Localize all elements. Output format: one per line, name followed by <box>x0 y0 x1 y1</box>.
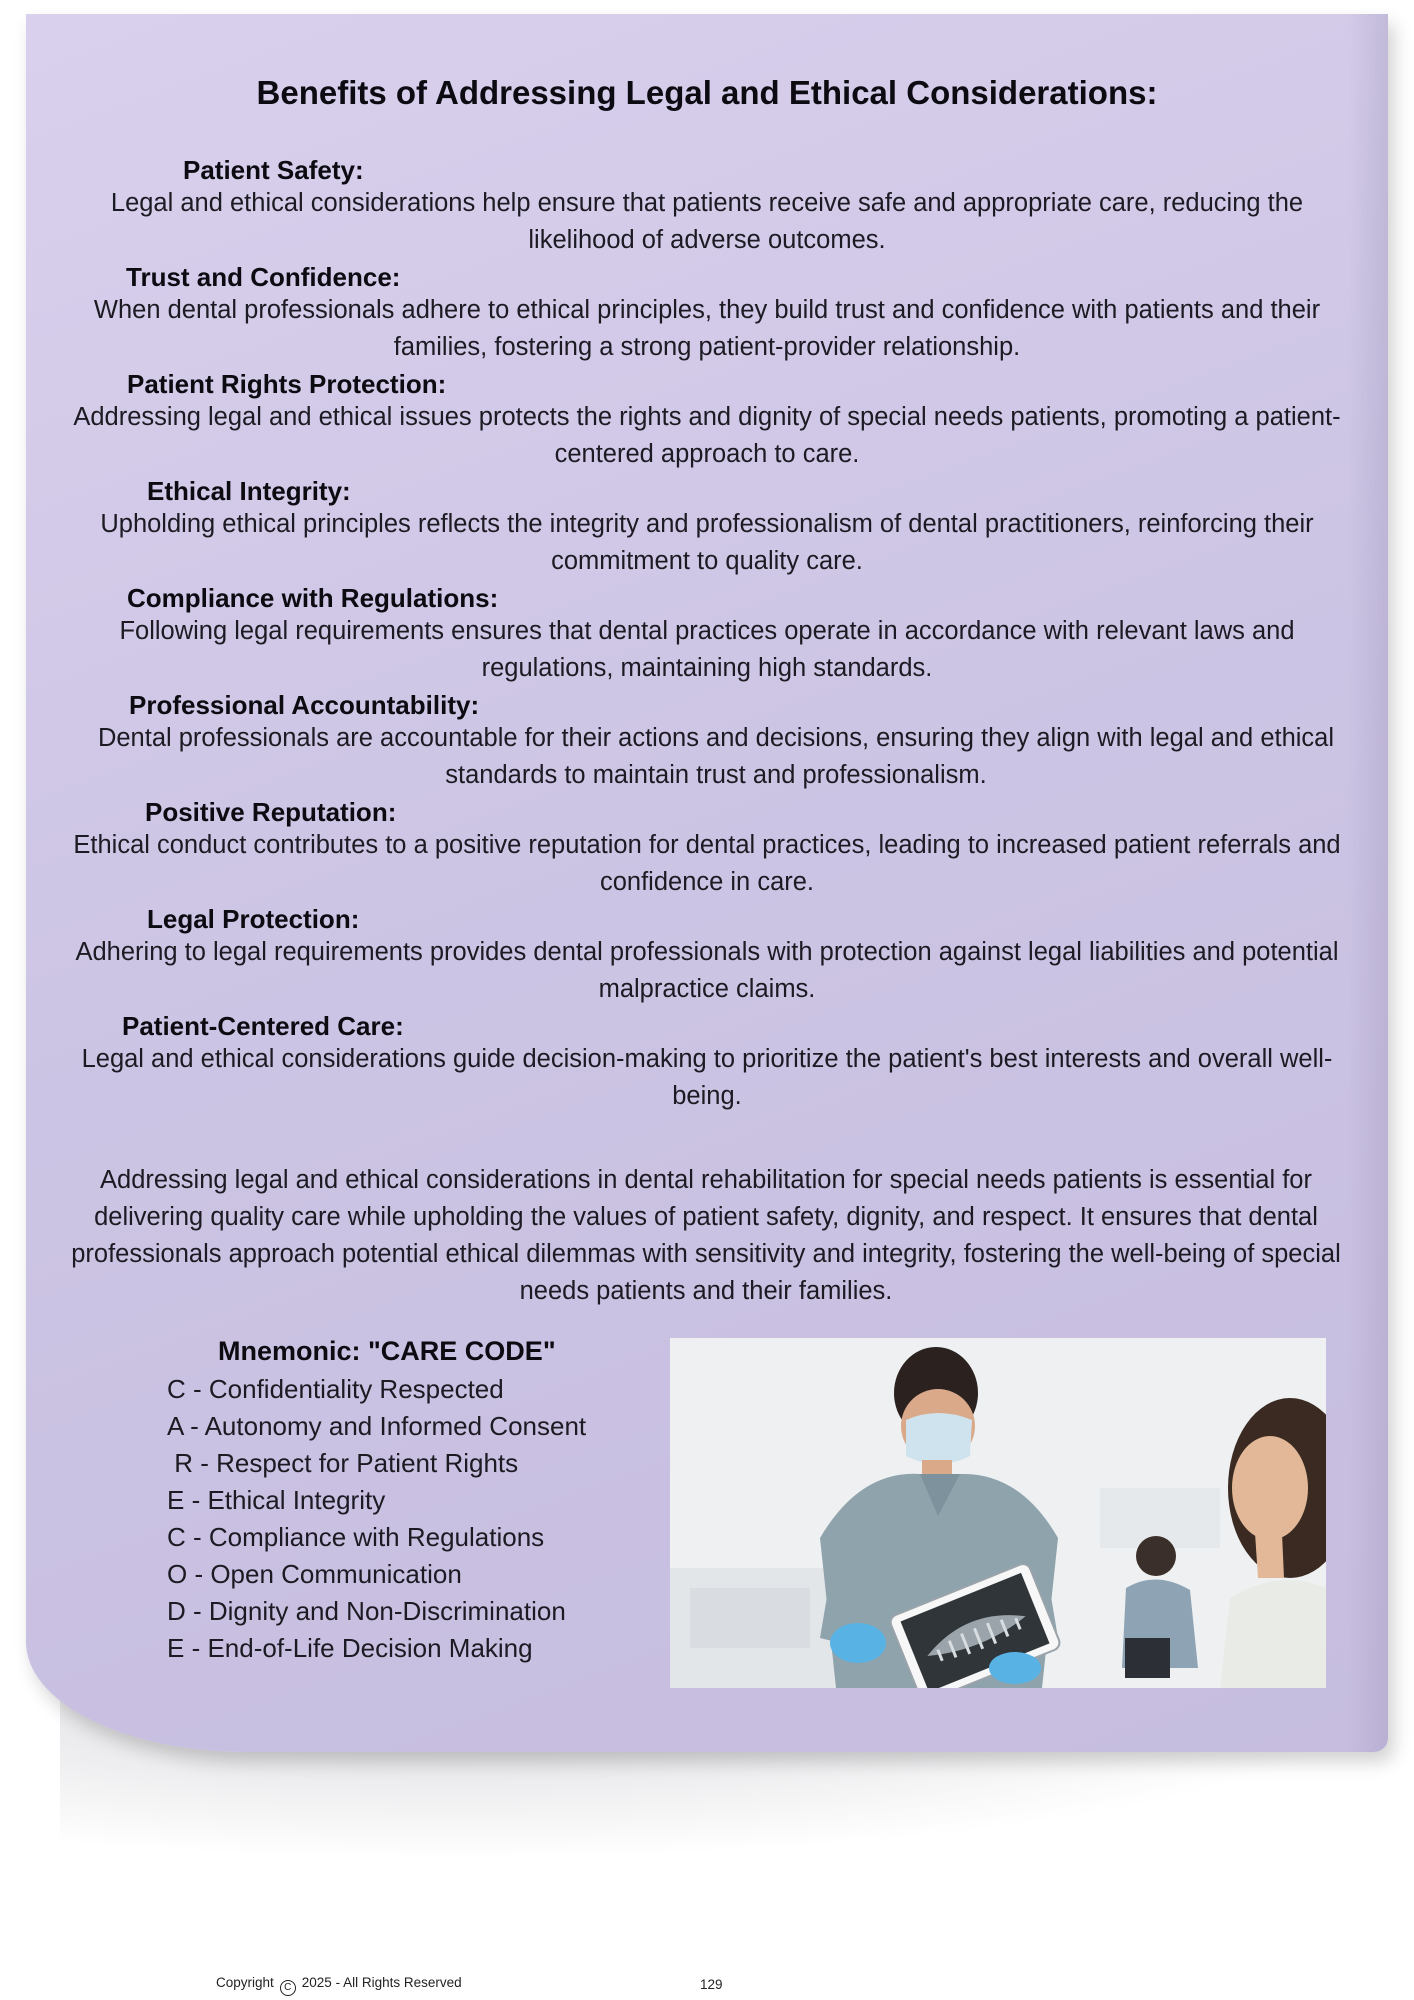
benefit-heading-reputation: Positive Reputation: <box>145 797 397 827</box>
mnemonic-item: O - Open Communication <box>167 1559 462 1589</box>
benefit-heading-legal-protection: Legal Protection: <box>147 904 360 934</box>
copyright-label: Copyright <box>216 1975 274 1990</box>
benefit-heading-compliance: Compliance with Regulations: <box>127 583 499 613</box>
benefit-text-reputation: Ethical conduct contributes to a positive reputation for dental practices, leading to increased patient referrals and confidence in care. <box>73 831 1341 896</box>
page-content <box>26 14 1388 1752</box>
mnemonic-item: A - Autonomy and Informed Consent <box>167 1411 587 1441</box>
copyright-text: 2025 - All Rights Reserved <box>301 1975 462 1990</box>
page-title: Benefits of Addressing Legal and Ethical Considerations: <box>256 74 1158 111</box>
mnemonic-item: E - End-of-Life Decision Making <box>167 1633 533 1663</box>
photo-illustration <box>670 1338 1326 1688</box>
mnemonic-list <box>167 1371 627 1667</box>
benefit-text-legal-protection: Adhering to legal requirements provides dental professionals with protection against legal liabilities and potential malpractice claims. <box>75 938 1339 1003</box>
mnemonic-title: Mnemonic: "CARE CODE" <box>218 1336 556 1366</box>
benefit-text-patient-rights: Addressing legal and ethical issues protects the rights and dignity of special needs patients, promoting a patient-centered approach to care. <box>73 403 1341 468</box>
mnemonic-item: E - Ethical Integrity <box>167 1485 386 1515</box>
benefit-text-ethical-integrity: Upholding ethical principles reflects the integrity and professionalism of dental practitioners, reinforcing their commitment to quality care. <box>100 510 1314 575</box>
benefit-heading-patient-safety: Patient Safety: <box>183 155 364 185</box>
footer-copyright <box>216 1975 462 1996</box>
benefit-text-accountability: Dental professionals are accountable for their actions and decisions, ensuring they align with legal and ethical standards to maintain trust and professionalism. <box>97 724 1335 789</box>
benefit-heading-ethical-integrity: Ethical Integrity: <box>147 476 351 506</box>
mnemonic-item: C - Compliance with Regulations <box>167 1522 545 1552</box>
benefit-heading-accountability: Professional Accountability: <box>129 690 480 720</box>
benefit-heading-trust: Trust and Confidence: <box>126 262 401 292</box>
page-paper <box>26 14 1388 1752</box>
mnemonic-item: C - Confidentiality Respected <box>167 1374 504 1404</box>
benefit-heading-patient-rights: Patient Rights Protection: <box>127 369 447 399</box>
mnemonic-item: D - Dignity and Non-Discrimination <box>167 1596 566 1626</box>
benefit-text-compliance: Following legal requirements ensures that dental practices operate in accordance with relevant laws and regulations, maintaining high standards. <box>119 617 1295 682</box>
summary-paragraph: Addressing legal and ethical considerations in dental rehabilitation for special needs patients is essential for delivering quality care while upholding the values of patient safety, dignity, and respect. It ensures that dental professionals approach potential ethical dilemmas with sensitivity and integrity, fostering the well-being of special needs patients and their families. <box>71 1166 1341 1305</box>
dental-professional-photo <box>670 1338 1326 1688</box>
copyright-icon: C <box>280 1980 296 1996</box>
mnemonic-item: R - Respect for Patient Rights <box>167 1448 519 1478</box>
benefit-heading-patient-centered: Patient-Centered Care: <box>122 1011 404 1041</box>
benefit-text-trust: When dental professionals adhere to ethical principles, they build trust and confidence with patients and their families, fostering a strong patient-provider relationship. <box>93 296 1321 361</box>
benefit-text-patient-safety: Legal and ethical considerations help ensure that patients receive safe and appropriate care, reducing the likelihood of adverse outcomes. <box>110 189 1304 254</box>
benefit-text-patient-centered: Legal and ethical considerations guide decision-making to prioritize the patient's best interests and overall well-being. <box>81 1045 1333 1110</box>
page-number: 129 <box>700 1977 723 1992</box>
